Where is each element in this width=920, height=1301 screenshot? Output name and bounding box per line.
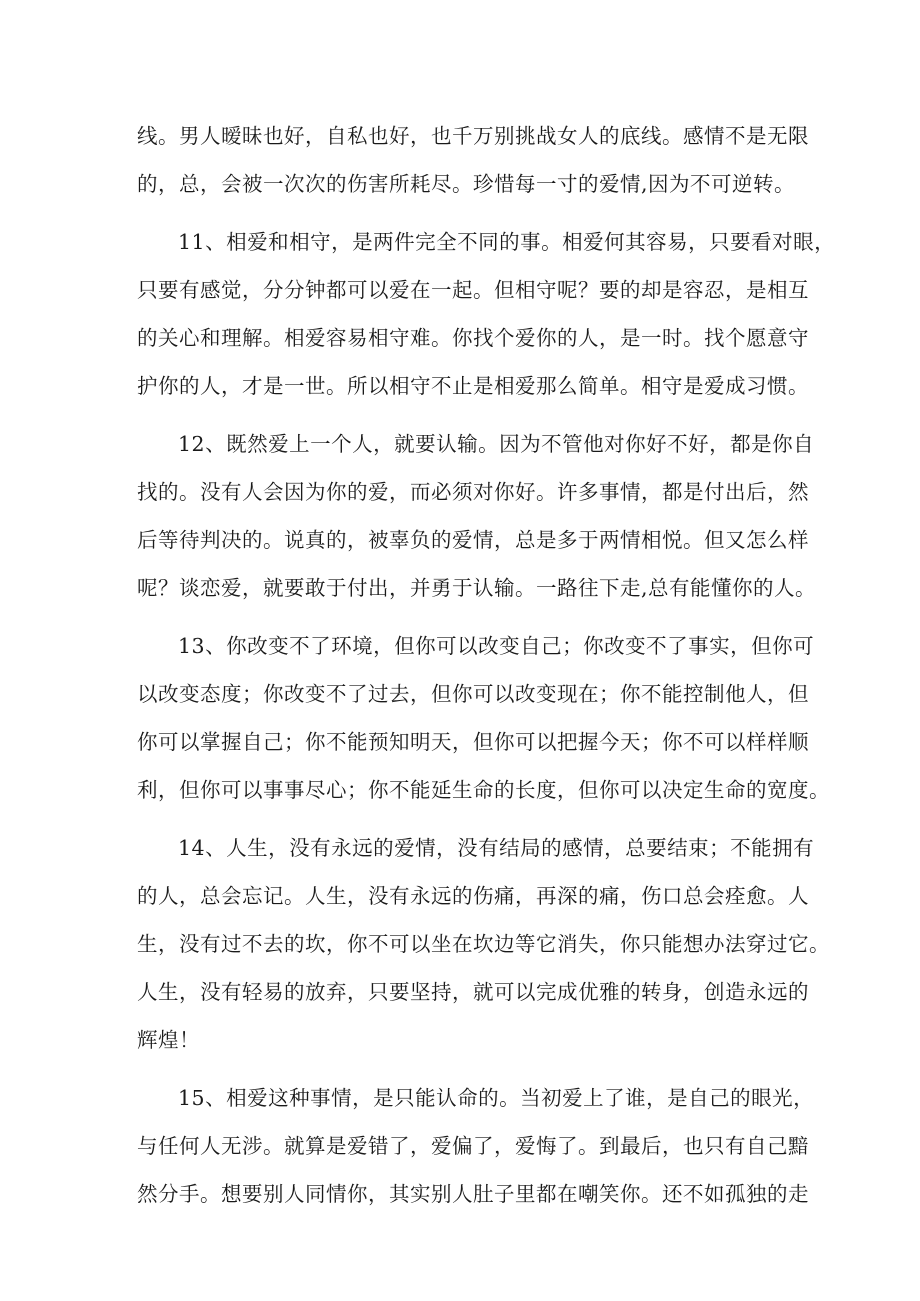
paragraph-12 xyxy=(137,420,817,612)
text-line: 你可以掌握自己；你不能预知明天，但你可以把握今天；你不可以样样顺 xyxy=(137,730,809,754)
text-line: 12、既然爱上一个人，就要认输。因为不管他对你好不好，都是你自 xyxy=(178,432,815,456)
text-line: 辉煌！ xyxy=(137,1028,200,1052)
text-line: 人生，没有轻易的放弃，只要坚持，就可以完成优雅的转身，创造永远的 xyxy=(137,980,809,1004)
text-line: 13、你改变不了环境，但你可以改变自己；你改变不了事实，但你可 xyxy=(178,634,815,658)
text-line: 的，总，会被一次次的伤害所耗尽。珍惜每一寸的爱情,因为不可逆转。 xyxy=(137,172,796,196)
text-line: 15、相爱这种事情，是只能认命的。当初爱上了谁，是自己的眼光， xyxy=(178,1086,815,1110)
text-line: 护你的人，才是一世。所以相守不止是相爱那么简单。相守是爱成习惯。 xyxy=(137,374,809,398)
text-line: 线。男人暧昧也好，自私也好，也千万别挑战女人的底线。感情不是无限 xyxy=(137,124,809,148)
text-line: 呢？谈恋爱，就要敢于付出，并勇于认输。一路往下走,总有能懂你的人。 xyxy=(137,576,817,600)
text-line: 只要有感觉，分分钟都可以爱在一起。但相守呢？要的却是容忍，是相互 xyxy=(137,278,809,302)
text-line: 的关心和理解。相爱容易相守难。你找个爱你的人，是一时。找个愿意守 xyxy=(137,326,809,350)
document-body xyxy=(137,112,836,1228)
paragraph-14 xyxy=(137,824,830,1064)
text-line: 11、相爱和相守，是两件完全不同的事。相爱何其容易，只要看对眼， xyxy=(178,230,836,254)
text-line: 找的。没有人会因为你的爱，而必须对你好。许多事情，都是付出后，然 xyxy=(137,480,809,504)
text-line: 生，没有过不去的坎，你不可以坐在坎边等它消失，你只能想办法穿过它。 xyxy=(137,932,830,956)
paragraph-continued xyxy=(137,112,809,208)
text-line: 的人，总会忘记。人生，没有永远的伤痛，再深的痛，伤口总会痊愈。人 xyxy=(137,884,809,908)
paragraph-11 xyxy=(137,218,836,410)
paragraph-15 xyxy=(137,1074,815,1218)
text-line: 利，但你可以事事尽心；你不能延生命的长度，但你可以决定生命的宽度。 xyxy=(137,778,830,802)
text-line: 后等待判决的。说真的，被辜负的爱情，总是多于两情相悦。但又怎么样 xyxy=(137,528,809,552)
text-line: 与任何人无涉。就算是爱错了，爱偏了，爱悔了。到最后，也只有自己黯 xyxy=(137,1134,809,1158)
text-line: 然分手。想要别人同情你，其实别人肚子里都在嘲笑你。还不如孤独的走 xyxy=(137,1182,809,1206)
text-line: 14、人生，没有永远的爱情，没有结局的感情，总要结束；不能拥有 xyxy=(178,836,815,860)
text-line: 以改变态度；你改变不了过去，但你可以改变现在；你不能控制他人，但 xyxy=(137,682,809,706)
paragraph-13 xyxy=(137,622,830,814)
